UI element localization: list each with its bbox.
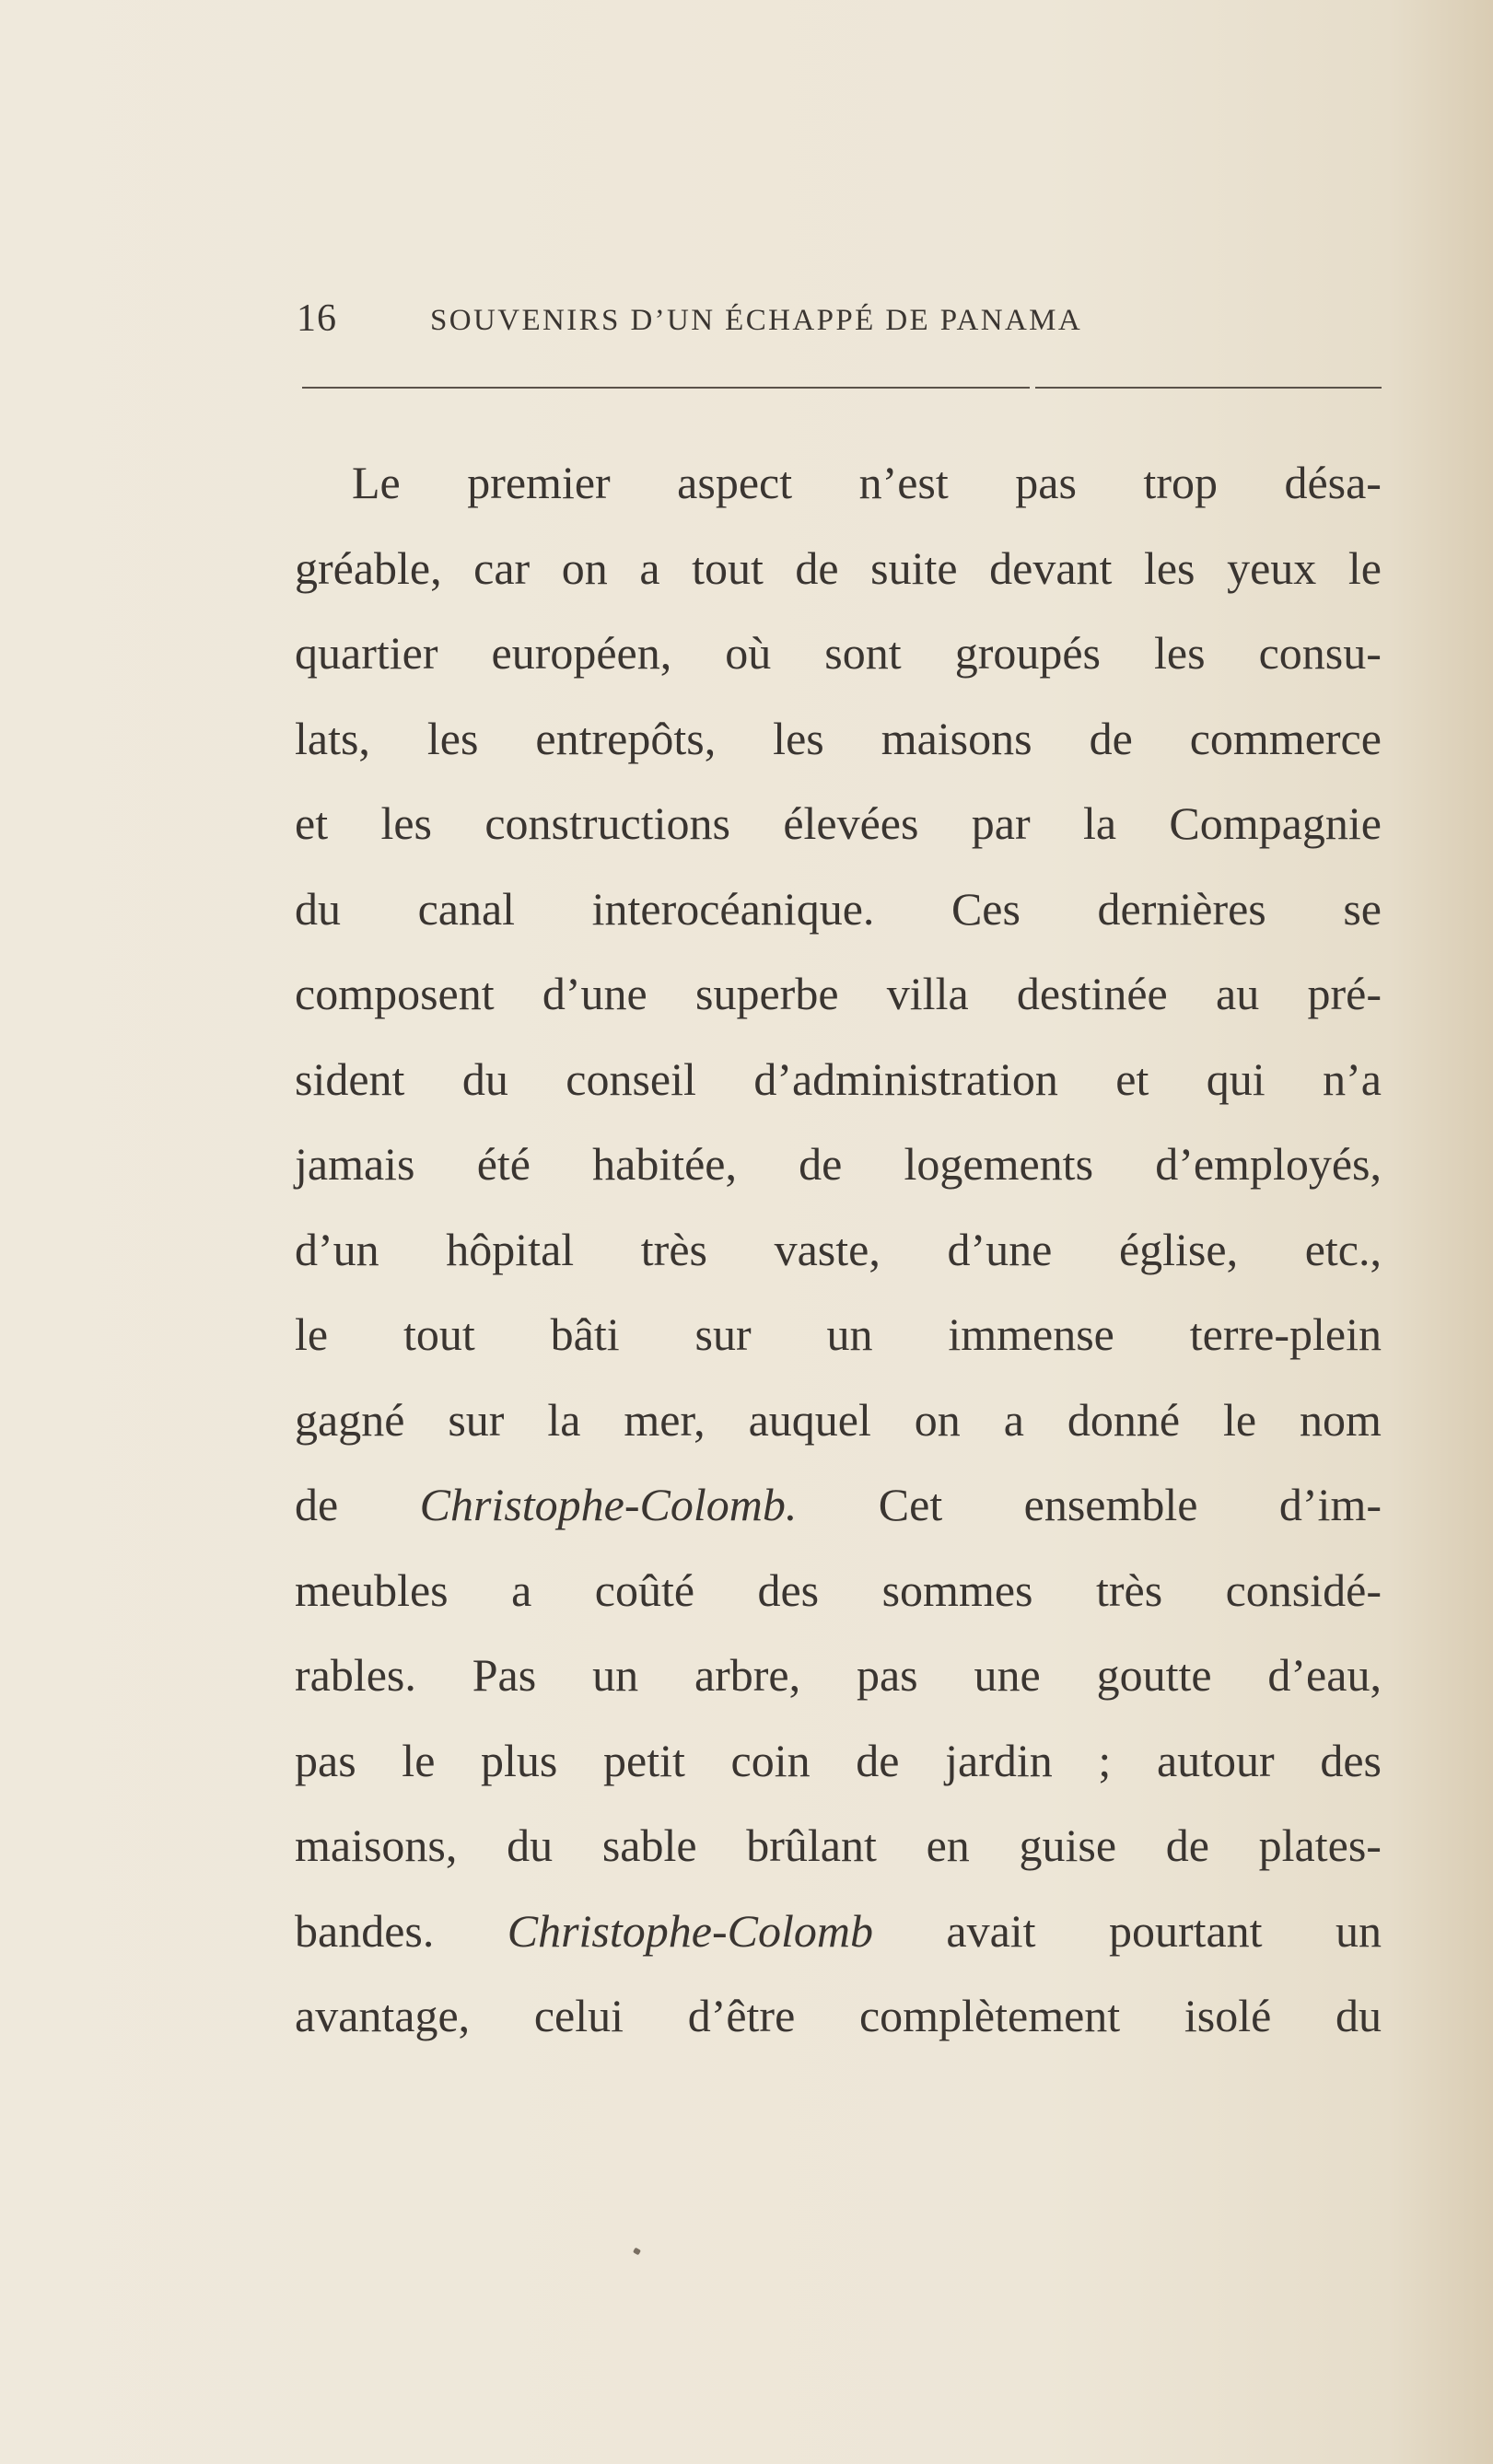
word: d’une <box>947 1223 1053 1275</box>
word: consu- <box>1258 627 1382 679</box>
word: bandes. <box>295 1904 435 1957</box>
word: tout <box>692 541 764 594</box>
text-line <box>295 1122 1382 1207</box>
text-line <box>295 440 1382 526</box>
word: Christophe-Colomb <box>507 1904 873 1957</box>
text-line <box>295 951 1382 1037</box>
word: maisons, <box>295 1819 458 1871</box>
word: isolé <box>1184 1990 1272 2041</box>
word: ; <box>1098 1734 1112 1786</box>
word: petit <box>603 1734 685 1786</box>
word: sur <box>694 1308 752 1360</box>
word: rables. <box>295 1649 416 1701</box>
word: constructions <box>484 797 730 849</box>
word: d’un <box>295 1223 379 1275</box>
word: du <box>461 1052 508 1105</box>
word: se <box>1343 882 1382 935</box>
word: les <box>1143 541 1196 594</box>
word: sommes <box>881 1563 1033 1616</box>
word: coûté <box>594 1563 695 1616</box>
word: très <box>640 1223 707 1275</box>
word: jamais <box>295 1138 415 1190</box>
word: de <box>795 541 839 594</box>
text-line <box>295 1462 1382 1548</box>
word: la <box>1082 797 1117 849</box>
word: autour <box>1156 1734 1275 1786</box>
header-rule <box>302 387 1382 389</box>
word: groupés <box>954 627 1101 679</box>
text-line <box>295 1718 1382 1804</box>
word: sur <box>448 1393 505 1446</box>
text-line <box>295 866 1382 952</box>
word: yeux <box>1227 541 1317 594</box>
word: Le <box>352 457 401 508</box>
word: pré- <box>1307 968 1382 1019</box>
word: villa <box>886 968 969 1019</box>
text-line <box>295 526 1382 611</box>
word: considé- <box>1225 1563 1382 1616</box>
word: d’employés, <box>1155 1138 1382 1190</box>
page-number: 16 <box>297 297 337 340</box>
page-header <box>297 296 1382 352</box>
word: les <box>380 797 432 849</box>
word: nom <box>1300 1393 1382 1446</box>
word: de <box>856 1734 900 1786</box>
word: coin <box>730 1734 811 1786</box>
word: de <box>1089 712 1133 764</box>
word: par <box>971 797 1031 849</box>
word: de <box>799 1138 843 1190</box>
word: on <box>914 1393 961 1446</box>
word: été <box>476 1138 531 1190</box>
word: gréable, <box>295 541 442 594</box>
word: conseil <box>566 1052 696 1105</box>
word: église, <box>1118 1223 1239 1275</box>
word: plates- <box>1258 1819 1382 1871</box>
word: interocéanique. <box>591 882 875 935</box>
word: habitée, <box>592 1138 737 1190</box>
word: d’im- <box>1278 1479 1382 1530</box>
text-line <box>295 1207 1382 1293</box>
word: trop <box>1143 457 1218 508</box>
word: commerce <box>1189 712 1382 764</box>
text-line <box>295 1973 1382 2059</box>
word: au <box>1216 968 1260 1019</box>
word: un <box>592 1649 639 1701</box>
text-line <box>295 781 1382 866</box>
word: composent <box>295 968 495 1019</box>
word: la <box>547 1393 581 1446</box>
word: complètement <box>858 1990 1121 2041</box>
word: des <box>757 1563 820 1616</box>
word: donné <box>1067 1393 1181 1446</box>
word: goutte <box>1096 1649 1212 1701</box>
text-line <box>295 1633 1382 1718</box>
text-line <box>295 1889 1382 1974</box>
word: car <box>473 541 531 594</box>
word: le <box>402 1734 436 1786</box>
running-title: SOUVENIRS D’UN ÉCHAPPÉ DE PANAMA <box>430 304 1083 337</box>
word: très <box>1095 1563 1163 1616</box>
word: le <box>1347 541 1382 594</box>
word: meubles <box>295 1563 449 1616</box>
text-line <box>295 610 1382 696</box>
word: logements <box>904 1138 1094 1190</box>
word: des <box>1320 1734 1382 1786</box>
word: a <box>639 541 660 594</box>
word: dernières <box>1097 882 1266 935</box>
word: a <box>511 1563 532 1616</box>
word: maisons <box>881 712 1032 764</box>
word: Christophe-Colomb. <box>419 1479 798 1530</box>
word: le <box>1223 1393 1257 1446</box>
text-line <box>295 1037 1382 1122</box>
word: d’une <box>542 968 647 1019</box>
word: gagné <box>295 1393 405 1446</box>
word: vaste, <box>774 1223 881 1275</box>
word: brûlant <box>746 1819 877 1871</box>
word: Compagnie <box>1169 797 1382 849</box>
text-line <box>295 696 1382 782</box>
word: un <box>1335 1904 1382 1957</box>
word: une <box>974 1649 1041 1701</box>
word: jardin <box>945 1734 1053 1786</box>
word: avantage, <box>295 1990 471 2041</box>
word: qui <box>1206 1052 1266 1105</box>
word: canal <box>417 882 516 935</box>
word: du <box>507 1819 554 1871</box>
text-line <box>295 1548 1382 1633</box>
word: lats, <box>295 712 370 764</box>
word: le <box>295 1308 329 1360</box>
word: plus <box>481 1734 558 1786</box>
word: pourtant <box>1108 1904 1263 1957</box>
word: pas <box>856 1649 918 1701</box>
word: devant <box>989 541 1113 594</box>
word: de <box>1165 1819 1209 1871</box>
text-line <box>295 1803 1382 1889</box>
word: aspect <box>677 457 793 508</box>
word: etc., <box>1304 1223 1382 1275</box>
word: et <box>295 797 329 849</box>
word: Ces <box>951 882 1021 935</box>
word: premier <box>467 457 611 508</box>
word: du <box>295 882 341 935</box>
word: pas <box>1015 457 1077 508</box>
word: celui <box>533 1990 624 2041</box>
word: de <box>295 1479 339 1530</box>
word: superbe <box>695 968 839 1019</box>
word: suite <box>870 541 958 594</box>
body-text <box>295 440 1382 2059</box>
word: avait <box>946 1904 1036 1957</box>
word: tout <box>402 1308 475 1360</box>
paper-speck <box>633 2248 641 2256</box>
word: du <box>1335 1990 1382 2041</box>
word: en <box>926 1819 970 1871</box>
word: mer, <box>624 1393 706 1446</box>
word: auquel <box>748 1393 871 1446</box>
word: les <box>426 712 479 764</box>
word: sident <box>295 1052 405 1105</box>
word: n’est <box>858 457 949 508</box>
word: arbre, <box>694 1649 801 1701</box>
word: d’eau, <box>1267 1649 1382 1701</box>
word: terre-plein <box>1189 1308 1382 1360</box>
word: et <box>1115 1052 1149 1105</box>
word: d’administration <box>753 1052 1058 1105</box>
word: pas <box>295 1734 356 1786</box>
word: n’a <box>1323 1052 1382 1105</box>
word: ensemble <box>1023 1479 1198 1530</box>
word: sont <box>824 627 902 679</box>
word: désa- <box>1284 457 1382 508</box>
text-line <box>295 1377 1382 1463</box>
word: sable <box>601 1819 697 1871</box>
word: d’être <box>687 1990 796 2041</box>
text-line <box>295 1292 1382 1377</box>
word: bâti <box>550 1308 620 1360</box>
word: Pas <box>472 1649 537 1701</box>
word: on <box>561 541 608 594</box>
word: un <box>826 1308 873 1360</box>
word: guise <box>1019 1819 1117 1871</box>
word: les <box>1154 627 1206 679</box>
word: destinée <box>1016 968 1168 1019</box>
word: immense <box>948 1308 1114 1360</box>
header-rule-gap <box>1030 386 1035 389</box>
word: Cet <box>878 1479 943 1530</box>
word: a <box>1003 1393 1024 1446</box>
word: élevées <box>783 797 919 849</box>
word: européen, <box>491 627 672 679</box>
word: entrepôts, <box>535 712 717 764</box>
word: hôpital <box>446 1223 575 1275</box>
word: les <box>773 712 824 764</box>
word: où <box>725 627 772 679</box>
word: quartier <box>295 627 438 679</box>
